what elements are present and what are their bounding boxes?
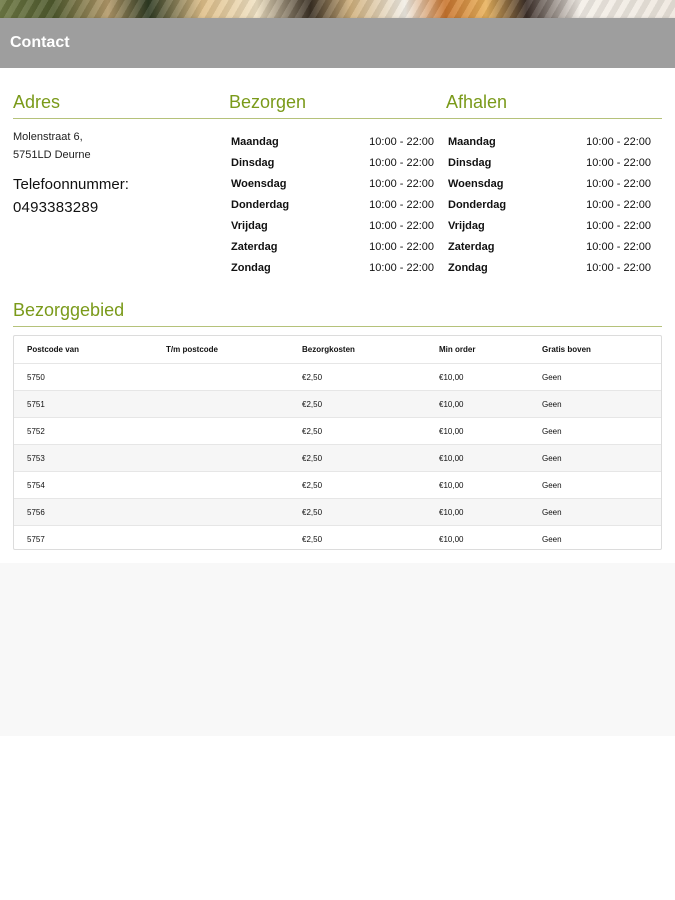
hours-value: 10:00 - 22:00: [586, 198, 651, 211]
table-cell: 5750: [27, 372, 45, 382]
address-block: [13, 128, 91, 164]
hours-row: [448, 173, 651, 194]
table-cell: 5753: [27, 453, 45, 463]
pickup-heading: Afhalen: [446, 92, 508, 112]
hours-value: 10:00 - 22:00: [586, 219, 651, 232]
page-background-panel: [0, 563, 675, 736]
hours-value: 10:00 - 22:00: [369, 261, 434, 274]
day-label: Zaterdag: [231, 240, 278, 253]
table-row: [14, 390, 661, 417]
day-label: Woensdag: [448, 177, 504, 190]
table-cell: Geen: [542, 480, 562, 490]
address-heading: Adres: [13, 92, 61, 112]
hours-value: 10:00 - 22:00: [586, 240, 651, 253]
day-label: Dinsdag: [448, 156, 492, 169]
address-line-1: Molenstraat 6,: [13, 131, 83, 143]
hours-value: 10:00 - 22:00: [586, 156, 651, 169]
table-cell: 5752: [27, 426, 45, 436]
column-header: T/m postcode: [166, 345, 219, 354]
table-cell: €2,50: [302, 372, 323, 382]
table-cell: Geen: [542, 507, 562, 517]
hours-value: 10:00 - 22:00: [586, 261, 651, 274]
table-cell: 5757: [27, 534, 45, 544]
table-cell: €2,50: [302, 453, 323, 463]
table-cell: €10,00: [439, 426, 464, 436]
section-divider: [13, 118, 662, 119]
hours-row: [448, 257, 651, 278]
hours-row: [231, 215, 434, 236]
hours-row: [448, 152, 651, 173]
column-header: Gratis boven: [542, 345, 591, 354]
table-cell: €10,00: [439, 399, 464, 409]
hours-row: [448, 236, 651, 257]
column-header: Min order: [439, 345, 476, 354]
table-row: [14, 525, 661, 552]
table-row: [14, 444, 661, 471]
phone-number[interactable]: 0493383289: [13, 199, 99, 216]
hours-value: 10:00 - 22:00: [586, 177, 651, 190]
day-label: Woensdag: [231, 177, 287, 190]
hours-row: [448, 215, 651, 236]
hours-row: [231, 236, 434, 257]
day-label: Zaterdag: [448, 240, 495, 253]
table-header-row: [14, 336, 661, 363]
table-cell: €10,00: [439, 372, 464, 382]
day-label: Maandag: [231, 135, 279, 148]
hours-value: 10:00 - 22:00: [369, 135, 434, 148]
hours-value: 10:00 - 22:00: [369, 156, 434, 169]
table-cell: €2,50: [302, 399, 323, 409]
table-row: [14, 363, 661, 390]
table-cell: €10,00: [439, 453, 464, 463]
table-cell: €10,00: [439, 480, 464, 490]
card-header: [0, 18, 675, 68]
delivery-heading: Bezorgen: [229, 92, 307, 112]
hours-value: 10:00 - 22:00: [586, 135, 651, 148]
column-header: Bezorgkosten: [302, 345, 355, 354]
table-cell: €2,50: [302, 480, 323, 490]
table-cell: Geen: [542, 426, 562, 436]
hours-row: [231, 194, 434, 215]
day-label: Zondag: [448, 261, 488, 274]
day-label: Zondag: [231, 261, 271, 274]
day-label: Maandag: [448, 135, 496, 148]
table-cell: €2,50: [302, 507, 323, 517]
hours-row: [231, 131, 434, 152]
address-line-2: 5751LD Deurne: [13, 149, 91, 161]
delivery-area-table: [13, 335, 662, 550]
table-cell: €10,00: [439, 534, 464, 544]
delivery-area-heading: Bezorggebied: [13, 300, 125, 320]
table-cell: Geen: [542, 372, 562, 382]
hours-row: [448, 131, 651, 152]
phone-label: Telefoonnummer:: [13, 176, 129, 193]
hours-value: 10:00 - 22:00: [369, 219, 434, 232]
table-cell: Geen: [542, 534, 562, 544]
hours-row: [231, 152, 434, 173]
delivery-hours: [231, 131, 434, 278]
table-cell: Geen: [542, 453, 562, 463]
table-cell: 5751: [27, 399, 45, 409]
page-title: Contact: [10, 34, 70, 51]
table-cell: Geen: [542, 399, 562, 409]
hours-value: 10:00 - 22:00: [369, 177, 434, 190]
day-label: Vrijdag: [231, 219, 268, 232]
hero-banner-image: [0, 0, 675, 18]
section-divider: [13, 326, 662, 327]
table-row: [14, 471, 661, 498]
hours-row: [448, 194, 651, 215]
day-label: Vrijdag: [448, 219, 485, 232]
table-cell: €2,50: [302, 426, 323, 436]
day-label: Dinsdag: [231, 156, 275, 169]
hours-row: [231, 257, 434, 278]
column-header: Postcode van: [27, 345, 80, 354]
hours-row: [231, 173, 434, 194]
table-cell: €10,00: [439, 507, 464, 517]
hours-value: 10:00 - 22:00: [369, 240, 434, 253]
table-cell: 5756: [27, 507, 45, 517]
table-row: [14, 498, 661, 525]
hours-value: 10:00 - 22:00: [369, 198, 434, 211]
day-label: Donderdag: [231, 198, 290, 211]
table-cell: €2,50: [302, 534, 323, 544]
day-label: Donderdag: [448, 198, 507, 211]
table-row: [14, 417, 661, 444]
table-cell: 5754: [27, 480, 45, 490]
pickup-hours: [448, 131, 651, 278]
